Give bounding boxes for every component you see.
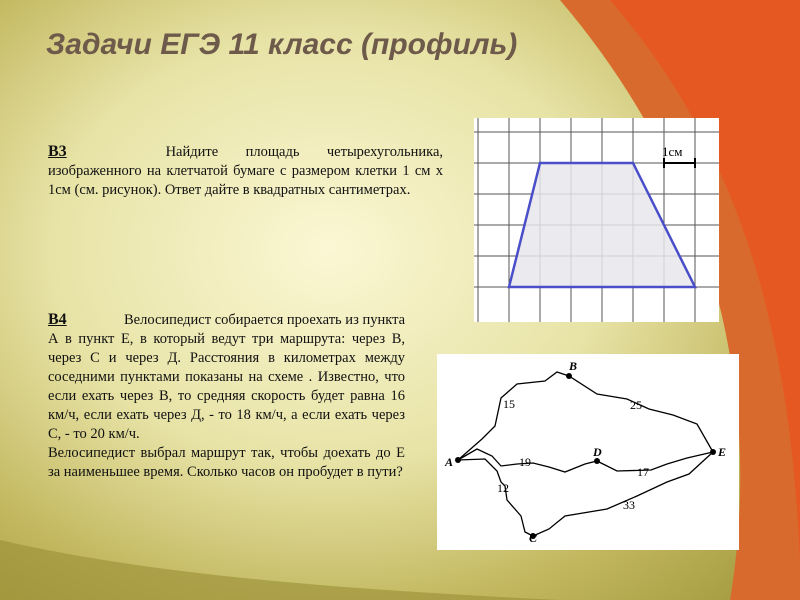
distance-ad: 19 (519, 455, 531, 469)
scale-label: 1см (662, 144, 683, 159)
task-b3 (48, 142, 443, 200)
task-b4-question: Велосипедист выбрал маршрут так, чтобы доехать до Е за наименьшее время. Сколько часов он пробудет в пути? (48, 445, 405, 480)
task-b4 (48, 310, 405, 482)
task-b4-label: В4 (48, 311, 67, 328)
distance-ce: 33 (623, 498, 635, 512)
point-a-label: A (445, 455, 454, 469)
point-c-label: C (529, 531, 538, 545)
point-b-label: B (569, 359, 578, 373)
grid-figure (474, 118, 719, 322)
task-b3-text: Найдите площадь четырехугольника, изображенного на клетчатой бумаге с размером клетки 1 см х 1см (см. рисунок). Ответ дайте в квадратных сантиметрах. (48, 144, 444, 198)
route-diagram (437, 354, 739, 550)
point-d-label: D (593, 445, 602, 459)
page-title: Задачи ЕГЭ 11 класс (профиль) (46, 28, 518, 61)
task-b4-text: Велосипедист собирается проехать из пункта А в пункт Е, в который ведут три маршрута: через В, через С и через Д. Расстояния в километрах между соседними пунктами показаны на схеме . Известно, что если ехать через В, то средняя скорость будет равна 16 км/ч, если ехать через Д, - то 18 км/ч, а если ехать через С, - то 20 км/ч. (48, 312, 406, 442)
distance-de: 17 (637, 465, 649, 479)
point-e-label: E (718, 445, 727, 459)
task-b3-label: В3 (48, 143, 67, 160)
distance-ab: 15 (503, 397, 515, 411)
distance-ac: 12 (497, 481, 509, 495)
distance-be: 25 (630, 398, 642, 412)
